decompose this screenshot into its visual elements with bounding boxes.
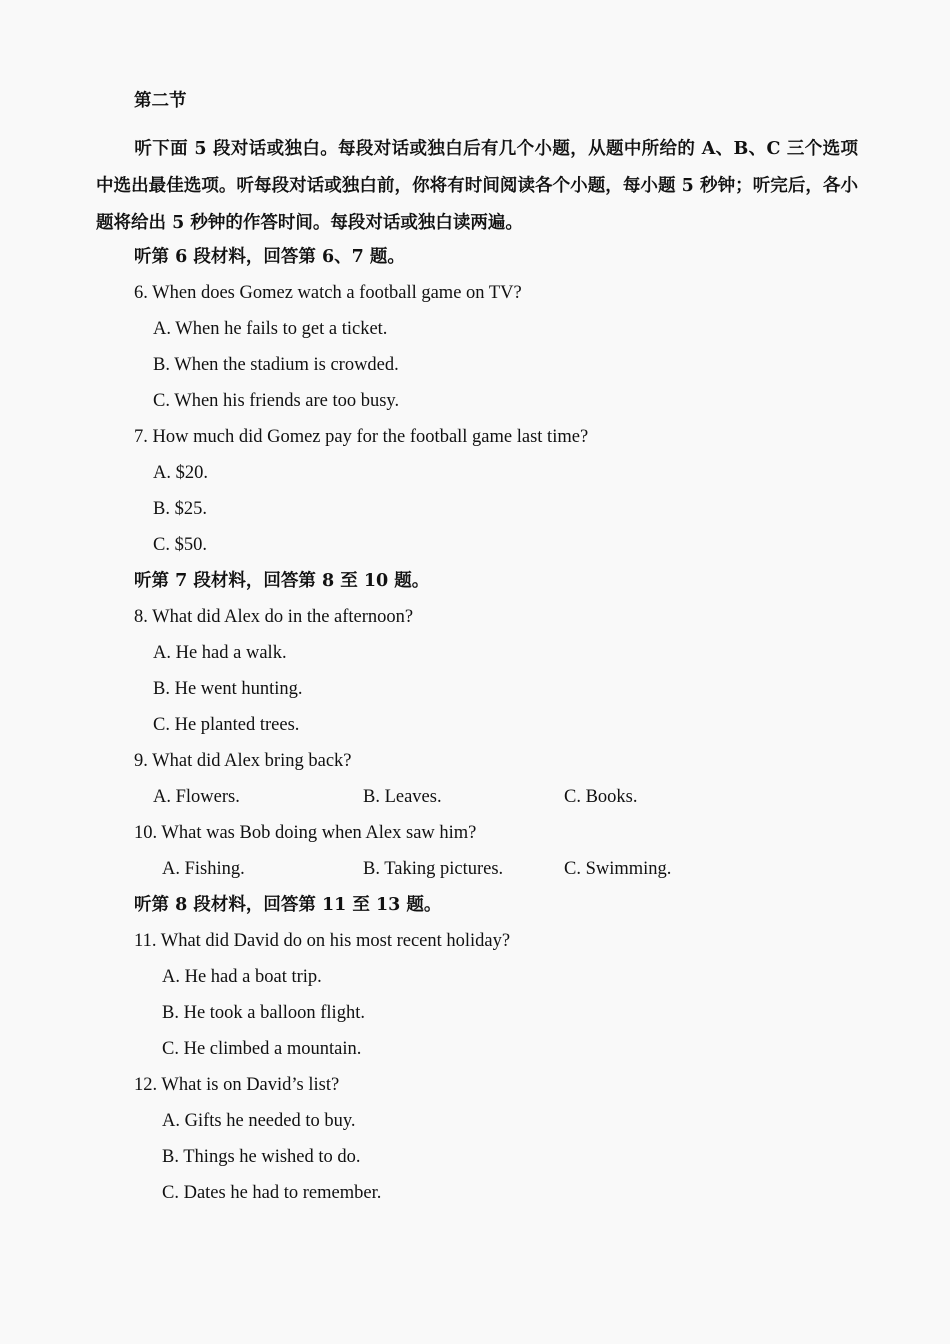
question-11: 11. What did David do on his most recent holiday? [134, 931, 511, 951]
question-7: 7. How much did Gomez pay for the football game last time? [134, 427, 589, 447]
question-6-option-c: C. When his friends are too busy. [153, 391, 400, 411]
question-11-option-b: B. He took a balloon flight. [162, 1003, 365, 1023]
instructions-text: 听下面 5 段对话或独白。每段对话或独白后有几个小题，从题中所给的 A、B、C 三个选项中选出最佳选项。听每段对话或独白前，你将有时间阅读各个小题，每小题 5 秒钟；听完后，各小题将给出 5 秒钟的作答时间。每段对话或独白读两遍。 [96, 139, 858, 233]
instructions-paragraph [96, 131, 858, 242]
question-12: 12. What is on David’s list? [134, 1075, 340, 1095]
group-heading-8-10: 听第 7 段材料，回答第 8 至 10 题。 [134, 571, 430, 591]
group-heading-6-7: 听第 6 段材料，回答第 6、7 题。 [134, 247, 405, 267]
question-11-option-a: A. He had a boat trip. [162, 967, 322, 987]
question-9-option-b: B. Leaves. [363, 787, 442, 807]
section-title: 第二节 [134, 91, 187, 111]
question-8-option-b: B. He went hunting. [153, 679, 303, 699]
question-8: 8. What did Alex do in the afternoon? [134, 607, 414, 627]
question-9-option-c: C. Books. [564, 787, 638, 807]
question-10-option-a: A. Fishing. [162, 859, 245, 879]
question-8-option-c: C. He planted trees. [153, 715, 300, 735]
question-6-option-a: A. When he fails to get a ticket. [153, 319, 388, 339]
question-10-option-b: B. Taking pictures. [363, 859, 504, 879]
question-7-option-a: A. $20. [153, 463, 208, 483]
question-12-option-b: B. Things he wished to do. [162, 1147, 361, 1167]
question-7-option-c: C. $50. [153, 535, 207, 555]
question-7-option-b: B. $25. [153, 499, 207, 519]
question-9-option-a: A. Flowers. [153, 787, 240, 807]
question-12-option-c: C. Dates he had to remember. [162, 1183, 382, 1203]
question-6: 6. When does Gomez watch a football game on TV? [134, 283, 522, 303]
question-12-option-a: A. Gifts he needed to buy. [162, 1111, 356, 1131]
group-heading-11-13: 听第 8 段材料，回答第 11 至 13 题。 [134, 895, 442, 915]
question-9: 9. What did Alex bring back? [134, 751, 352, 771]
question-10: 10. What was Bob doing when Alex saw him? [134, 823, 477, 843]
question-11-option-c: C. He climbed a mountain. [162, 1039, 362, 1059]
question-10-option-c: C. Swimming. [564, 859, 672, 879]
question-8-option-a: A. He had a walk. [153, 643, 287, 663]
question-6-option-b: B. When the stadium is crowded. [153, 355, 399, 375]
